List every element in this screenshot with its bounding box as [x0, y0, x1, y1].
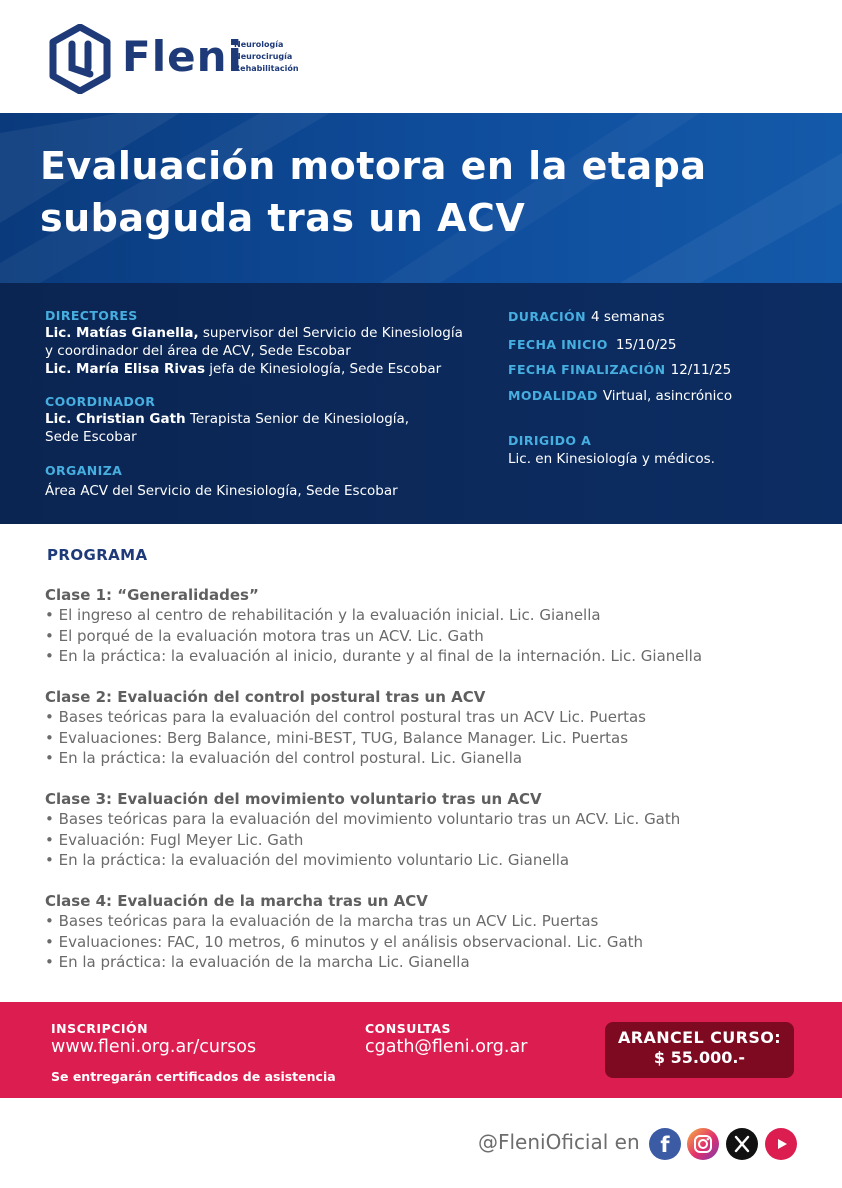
- course-title-line-1: Evaluación motora en la etapa: [40, 144, 707, 188]
- class-4-title: Clase 4: Evaluación de la marcha tras un ACV: [45, 892, 428, 910]
- coordinator-label: COORDINADOR: [45, 394, 156, 409]
- end-date-row: [508, 359, 731, 379]
- class-1-item-1: • El ingreso al centro de rehabilitación y la evaluación inicial. Lic. Gianella: [45, 606, 601, 624]
- brand-name: Fleni: [122, 32, 243, 81]
- start-date-label: FECHA INICIO: [508, 337, 608, 352]
- class-4-item-1: • Bases teóricas para la evaluación de la marcha tras un ACV Lic. Puertas: [45, 912, 599, 930]
- coordinator-name: Lic. Christian Gath: [45, 411, 186, 427]
- class-2-item-1: • Bases teóricas para la evaluación del control postural tras un ACV Lic. Puertas: [45, 708, 646, 726]
- class-4: [45, 891, 805, 973]
- director-1-name: Lic. Matías Gianella,: [45, 325, 199, 341]
- svg-text:f: f: [660, 1133, 670, 1157]
- registration-label: INSCRIPCIÓN: [51, 1021, 149, 1036]
- class-2-item-2: • Evaluaciones: Berg Balance, mini-BEST, TUG, Balance Manager. Lic. Puertas: [45, 728, 629, 747]
- social-handle: @FleniOficial en: [478, 1130, 640, 1154]
- class-1-item-2: • El porqué de la evaluación motora tras un ACV. Lic. Gath: [45, 626, 484, 645]
- director-1-role: supervisor del Servicio de Kinesiología: [198, 325, 463, 341]
- class-2-title: Clase 2: Evaluación del control postural tras un ACV: [45, 688, 486, 706]
- class-4-item-3: • En la práctica: la evaluación de la marcha Lic. Gianella: [45, 953, 470, 971]
- inquiries-label: CONSULTAS: [365, 1021, 452, 1036]
- duration-value: 4 semanas: [591, 309, 665, 325]
- modality-label: MODALIDAD: [508, 388, 598, 403]
- audience-label: DIRIGIDO A: [508, 433, 592, 448]
- class-4-item-2: • Evaluaciones: FAC, 10 metros, 6 minutos y el análisis observacional. Lic. Gath: [45, 932, 644, 951]
- certificate-note: Se entregarán certificados de asistencia: [51, 1069, 336, 1084]
- brand-tagline: [234, 39, 299, 75]
- program-heading: PROGRAMA: [47, 546, 148, 564]
- director-2-role: jefa de Kinesiología, Sede Escobar: [205, 361, 442, 377]
- start-date-row: [508, 334, 677, 354]
- class-3-item-3: • En la práctica: la evaluación del movimiento voluntario Lic. Gianella: [45, 851, 570, 869]
- course-title: [40, 140, 800, 244]
- x-icon[interactable]: [726, 1128, 758, 1160]
- end-date-label: FECHA FINALIZACIÓN: [508, 362, 666, 377]
- fleni-logo-icon: [48, 24, 112, 94]
- coordinator-info: [45, 410, 485, 446]
- end-date-value: 12/11/25: [670, 362, 732, 378]
- organizer-label: ORGANIZA: [45, 463, 123, 478]
- class-1: [45, 585, 805, 667]
- director-1-role-cont: y coordinador del área de ACV, Sede Escobar: [45, 343, 351, 359]
- audience-value: Lic. en Kinesiología y médicos.: [508, 451, 715, 467]
- class-3-item-1: • Bases teóricas para la evaluación del movimiento voluntario tras un ACV. Lic. Gath: [45, 810, 681, 828]
- class-3: [45, 789, 805, 871]
- directors-label: DIRECTORES: [45, 308, 138, 323]
- coordinator-role: Terapista Senior de Kinesiología,: [185, 411, 410, 427]
- price-label: ARANCEL CURSO:: [617, 1028, 782, 1047]
- organizer-value: Área ACV del Servicio de Kinesiología, Sede Escobar: [45, 483, 398, 499]
- duration-label: DURACIÓN: [508, 309, 586, 324]
- coordinator-role-cont: Sede Escobar: [45, 429, 137, 445]
- modality-row: [508, 385, 732, 405]
- price-value: $ 55.000.-: [653, 1048, 746, 1067]
- registration-link[interactable]: www.fleni.org.ar/cursos: [51, 1037, 257, 1057]
- class-2-item-3: • En la práctica: la evaluación del control postural. Lic. Gianella: [45, 749, 523, 767]
- director-2-name: Lic. María Elisa Rivas: [45, 361, 205, 377]
- class-3-title: Clase 3: Evaluación del movimiento voluntario tras un ACV: [45, 790, 542, 808]
- tagline-neurologia: Neurología: [234, 40, 284, 49]
- tagline-neurocirugia: Neurocirugía: [234, 52, 293, 61]
- instagram-icon[interactable]: [687, 1128, 719, 1160]
- start-date-value: 15/10/25: [615, 337, 677, 353]
- class-3-item-2: • Evaluación: Fugl Meyer Lic. Gath: [45, 830, 304, 849]
- price-badge: [605, 1022, 794, 1078]
- facebook-icon[interactable]: [649, 1128, 681, 1160]
- course-title-line-2: subaguda tras un ACV: [40, 196, 526, 240]
- class-1-title: Clase 1: “Generalidades”: [45, 586, 259, 604]
- class-2: [45, 687, 805, 769]
- tagline-rehabilitacion: Rehabilitación: [234, 64, 299, 73]
- inquiries-email[interactable]: cgath@fleni.org.ar: [365, 1037, 528, 1057]
- modality-value: Virtual, asincrónico: [602, 388, 733, 404]
- class-1-item-3: • En la práctica: la evaluación al inicio, durante y al final de la internación. Lic. Gianella: [45, 647, 703, 665]
- directors-list: [45, 324, 485, 378]
- duration-row: [508, 306, 665, 326]
- youtube-icon[interactable]: [765, 1128, 797, 1160]
